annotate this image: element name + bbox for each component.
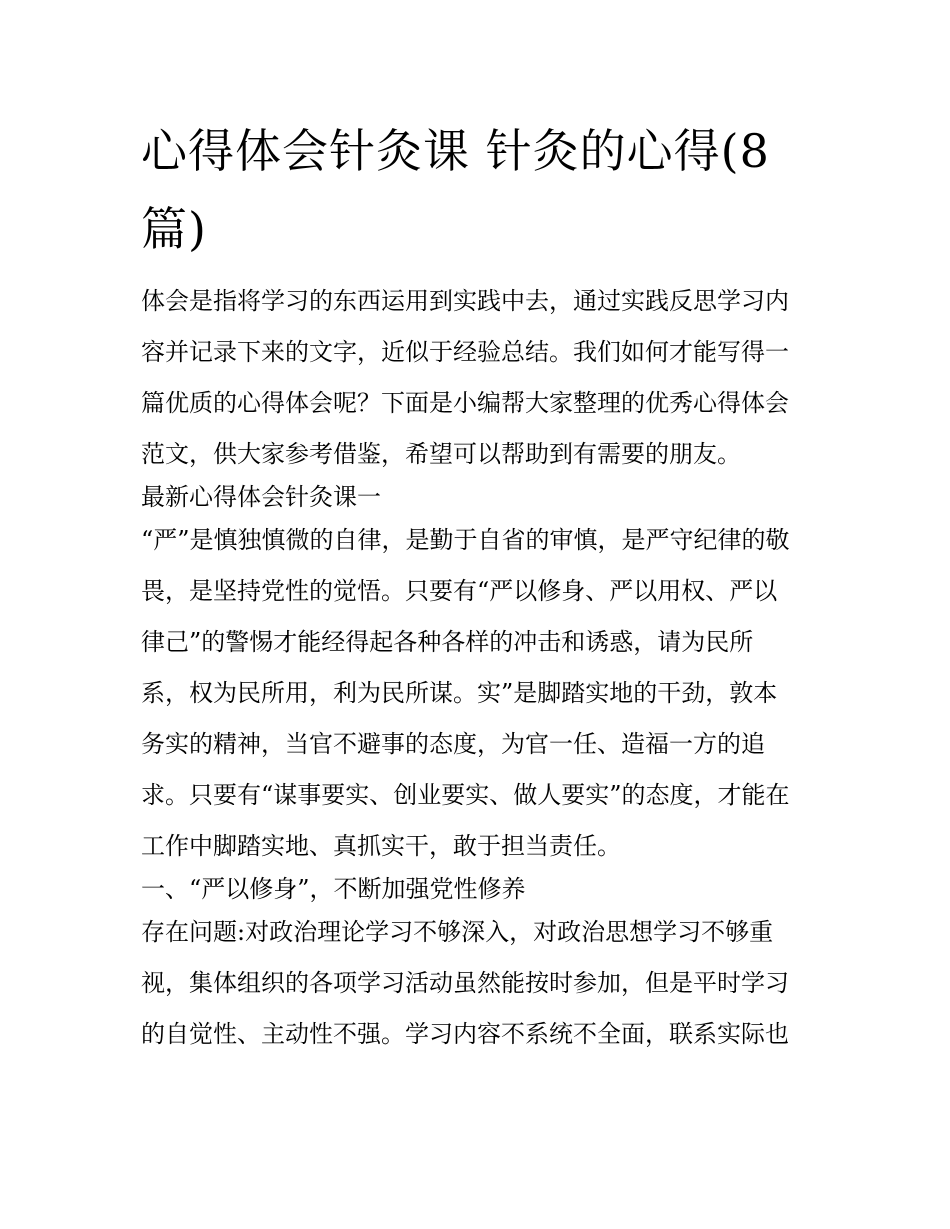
- subheading: 一、“严以修身”，不断加强党性修养: [141, 875, 526, 903]
- intro-line: 篇优质的心得体会呢？下面是小编帮大家整理的优秀心得体会: [141, 389, 789, 417]
- section-line: 务实的精神，当官不避事的态度，为官一任、造福一方的追: [141, 730, 765, 758]
- problem-line: 存在问题:对政治理论学习不够深入，对政治思想学习不够重: [141, 918, 774, 946]
- document-body: [141, 281, 813, 1065]
- section-line: 畏，是坚持党性的觉悟。只要有“严以修身、严以用权、严以: [141, 577, 778, 605]
- section-line: 律己”的警惕才能经得起各种各样的冲击和诱惑，请为民所: [141, 628, 754, 656]
- intro-line: 体会是指将学习的东西运用到实践中去，通过实践反思学习内: [141, 287, 789, 315]
- intro-line: 范文，供大家参考借鉴，希望可以帮助到有需要的朋友。: [141, 440, 741, 468]
- document-title: 心得体会针灸课 针灸的心得(8篇): [141, 124, 770, 256]
- section-heading: 最新心得体会针灸课一: [141, 483, 381, 511]
- section-line: “严”是慎独慎微的自律，是勤于自省的审慎，是严守纪律的敬: [141, 526, 790, 554]
- section-line: 系，权为民所用，利为民所谋。实”是脚踏实地的干劲，敦本: [141, 679, 778, 707]
- intro-line: 容并记录下来的文字，近似于经验总结。我们如何才能写得一: [141, 338, 789, 366]
- problem-line: 视，集体组织的各项学习活动虽然能按时参加，但是平时学习: [141, 969, 789, 997]
- section-line: 求。只要有“谋事要实、创业要实、做人要实”的态度，才能在: [141, 781, 790, 809]
- section-line: 工作中脚踏实地、真抓实干，敢于担当责任。: [141, 832, 621, 860]
- problem-line: 的自觉性、主动性不强。学习内容不系统不全面，联系实际也: [141, 1020, 789, 1048]
